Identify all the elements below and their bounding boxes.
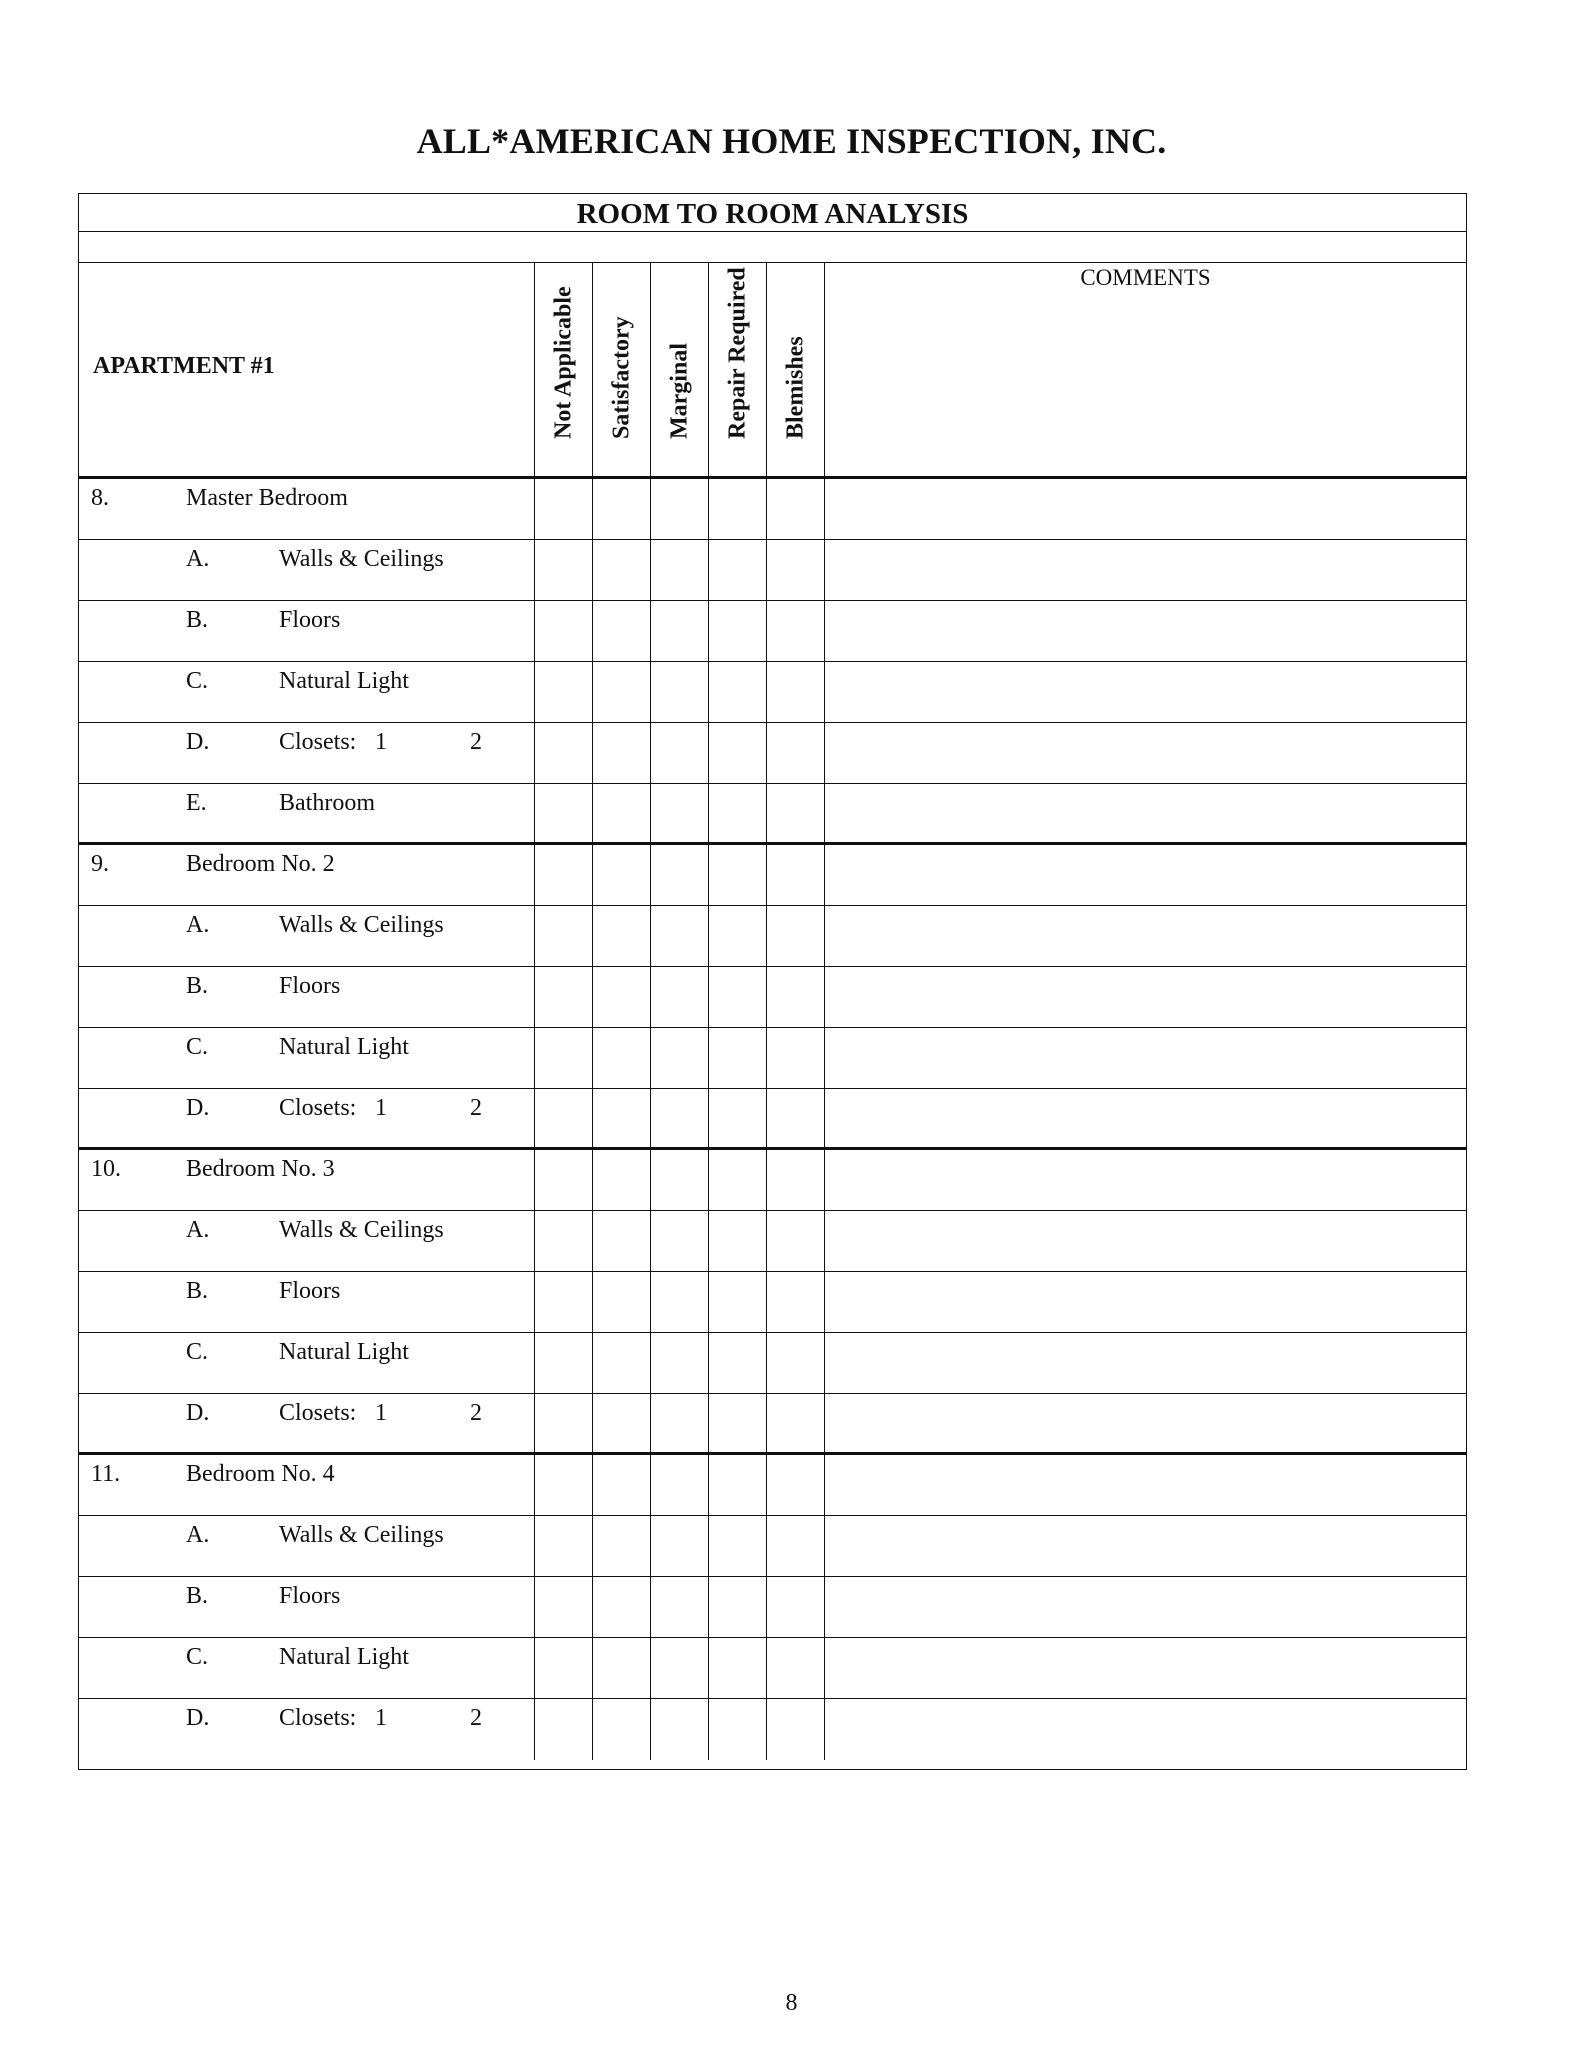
rating-cell[interactable] (534, 1028, 592, 1088)
rating-cell[interactable] (592, 479, 650, 539)
rating-cell[interactable] (708, 1089, 766, 1147)
comments-cell[interactable] (824, 1089, 1466, 1147)
column-header-label: Blemishes (782, 336, 808, 439)
column-header-2 (650, 263, 708, 476)
rating-cell[interactable] (650, 662, 708, 722)
rating-cell[interactable] (766, 1577, 824, 1637)
item-row (79, 1577, 1466, 1638)
item-row (79, 723, 1466, 784)
rating-cell[interactable] (766, 1699, 824, 1760)
rating-cell[interactable] (708, 1577, 766, 1637)
rating-cell[interactable] (708, 601, 766, 661)
item-label: Closets: (279, 1400, 357, 1426)
comments-cell[interactable] (824, 845, 1466, 905)
rating-cell[interactable] (766, 906, 824, 966)
rating-cell[interactable] (534, 784, 592, 842)
rating-cell[interactable] (650, 1333, 708, 1393)
rating-cell[interactable] (592, 1699, 650, 1760)
rating-cell[interactable] (650, 1699, 708, 1760)
rating-cell[interactable] (534, 1516, 592, 1576)
rating-cell[interactable] (592, 1211, 650, 1271)
item-letter: B. (186, 973, 209, 999)
comments-cell[interactable] (824, 1150, 1466, 1210)
item-row (79, 784, 1466, 845)
comments-cell[interactable] (824, 967, 1466, 1027)
item-letter: C. (186, 1034, 209, 1060)
section-name: Master Bedroom (186, 485, 348, 511)
rating-cell[interactable] (708, 784, 766, 842)
comments-cell[interactable] (824, 540, 1466, 600)
item-row (79, 1333, 1466, 1394)
comments-cell[interactable] (824, 1699, 1466, 1760)
rating-cell[interactable] (650, 967, 708, 1027)
rating-cell[interactable] (534, 906, 592, 966)
comments-cell[interactable] (824, 1211, 1466, 1271)
item-letter: A. (186, 1217, 210, 1243)
rating-cell[interactable] (766, 967, 824, 1027)
rating-cell[interactable] (766, 1333, 824, 1393)
item-label: Walls & Ceilings (279, 912, 444, 938)
rating-cell[interactable] (708, 967, 766, 1027)
item-label: Closets: (279, 1095, 357, 1121)
rating-cell[interactable] (650, 1455, 708, 1515)
rating-cell[interactable] (766, 1150, 824, 1210)
rating-cell[interactable] (708, 1455, 766, 1515)
comments-cell[interactable] (824, 784, 1466, 842)
closet-option-1: 1 (375, 1400, 387, 1426)
rating-cell[interactable] (766, 784, 824, 842)
apartment-label: APARTMENT #1 (93, 353, 275, 379)
section-row (79, 479, 1466, 540)
rating-cell[interactable] (650, 1516, 708, 1576)
rating-cell[interactable] (708, 1333, 766, 1393)
rating-cell[interactable] (592, 1272, 650, 1332)
rating-cell[interactable] (708, 479, 766, 539)
comments-cell[interactable] (824, 1394, 1466, 1452)
item-row (79, 1394, 1466, 1455)
section-number: 11. (91, 1461, 121, 1487)
comments-cell[interactable] (824, 1028, 1466, 1088)
item-label: Floors (279, 973, 341, 999)
rating-cell[interactable] (708, 1638, 766, 1698)
item-label: Closets: (279, 1705, 357, 1731)
rating-cell[interactable] (766, 479, 824, 539)
rating-cell[interactable] (766, 1028, 824, 1088)
item-label: Closets: (279, 729, 357, 755)
blank-row (79, 232, 1466, 263)
rating-cell[interactable] (708, 1516, 766, 1576)
item-label: Floors (279, 1583, 341, 1609)
closet-option-2: 2 (470, 729, 482, 755)
column-header-label: Repair Required (724, 267, 750, 439)
item-letter: D. (186, 1705, 210, 1731)
item-row (79, 967, 1466, 1028)
item-row (79, 1272, 1466, 1333)
rating-cell[interactable] (592, 1577, 650, 1637)
rating-cell[interactable] (708, 906, 766, 966)
item-label: Natural Light (279, 1644, 409, 1670)
item-letter: C. (186, 1644, 209, 1670)
rating-cell[interactable] (592, 1089, 650, 1147)
section-row (79, 845, 1466, 906)
column-header-4 (766, 263, 824, 476)
comments-cell[interactable] (824, 479, 1466, 539)
rating-cell[interactable] (650, 601, 708, 661)
item-letter: D. (186, 729, 210, 755)
rating-cell[interactable] (534, 1272, 592, 1332)
rating-cell[interactable] (650, 723, 708, 783)
section-name: Bedroom No. 4 (186, 1461, 335, 1487)
rating-cell[interactable] (592, 784, 650, 842)
rating-cell[interactable] (534, 1577, 592, 1637)
rating-cell[interactable] (766, 1394, 824, 1452)
comments-cell[interactable] (824, 1455, 1466, 1515)
rating-cell[interactable] (650, 1211, 708, 1271)
rating-cell[interactable] (708, 1150, 766, 1210)
section-row (79, 1150, 1466, 1211)
rating-cell[interactable] (534, 723, 592, 783)
item-letter: B. (186, 607, 209, 633)
rating-cell[interactable] (708, 1699, 766, 1760)
rating-cell[interactable] (592, 1394, 650, 1452)
item-row (79, 1638, 1466, 1699)
rating-cell[interactable] (708, 540, 766, 600)
table-banner: ROOM TO ROOM ANALYSIS (79, 194, 1466, 232)
comments-cell[interactable] (824, 1638, 1466, 1698)
table-header-row (79, 263, 1466, 479)
column-header-label: Satisfactory (608, 316, 634, 439)
rating-cell[interactable] (766, 1211, 824, 1271)
comments-cell[interactable] (824, 662, 1466, 722)
rating-cell[interactable] (650, 540, 708, 600)
item-row (79, 601, 1466, 662)
column-header-0 (534, 263, 592, 476)
item-label: Natural Light (279, 1034, 409, 1060)
rating-cell[interactable] (650, 1272, 708, 1332)
item-letter: C. (186, 1339, 209, 1365)
rating-cell[interactable] (650, 1638, 708, 1698)
item-label: Bathroom (279, 790, 375, 816)
item-letter: D. (186, 1095, 210, 1121)
rating-cell[interactable] (592, 540, 650, 600)
item-letter: A. (186, 546, 210, 572)
section-row (79, 1455, 1466, 1516)
rating-cell[interactable] (766, 1272, 824, 1332)
rating-cell[interactable] (766, 601, 824, 661)
rating-cell[interactable] (650, 845, 708, 905)
comments-header: COMMENTS (824, 263, 1466, 476)
rating-cell[interactable] (592, 1638, 650, 1698)
rating-cell[interactable] (534, 845, 592, 905)
rating-cell[interactable] (650, 479, 708, 539)
closet-option-1: 1 (375, 1095, 387, 1121)
item-row (79, 1211, 1466, 1272)
column-header-3 (708, 263, 766, 476)
rating-cell[interactable] (650, 1089, 708, 1147)
item-letter: B. (186, 1583, 209, 1609)
item-letter: A. (186, 1522, 210, 1548)
comments-cell[interactable] (824, 1577, 1466, 1637)
rating-cell[interactable] (592, 1516, 650, 1576)
rating-cell[interactable] (592, 1028, 650, 1088)
item-label: Natural Light (279, 1339, 409, 1365)
column-header-1 (592, 263, 650, 476)
rating-cell[interactable] (592, 1150, 650, 1210)
rating-cell[interactable] (592, 1333, 650, 1393)
rating-cell[interactable] (650, 784, 708, 842)
rating-cell[interactable] (592, 1455, 650, 1515)
rating-cell[interactable] (708, 1394, 766, 1452)
rating-cell[interactable] (650, 1028, 708, 1088)
rating-cell[interactable] (534, 1455, 592, 1515)
column-header-label: Not Applicable (550, 286, 576, 439)
rating-cell[interactable] (534, 1211, 592, 1271)
section-number: 10. (91, 1156, 121, 1182)
document-title: ALL*AMERICAN HOME INSPECTION, INC. (416, 121, 1167, 161)
item-label: Walls & Ceilings (279, 1522, 444, 1548)
rating-cell[interactable] (592, 845, 650, 905)
comments-cell[interactable] (824, 601, 1466, 661)
comments-cell[interactable] (824, 1272, 1466, 1332)
rating-cell[interactable] (766, 1516, 824, 1576)
rating-cell[interactable] (534, 967, 592, 1027)
item-label: Walls & Ceilings (279, 546, 444, 572)
rating-cell[interactable] (592, 662, 650, 722)
item-row (79, 1699, 1466, 1760)
item-row (79, 662, 1466, 723)
rating-cell[interactable] (708, 1211, 766, 1271)
rating-cell[interactable] (766, 1638, 824, 1698)
rating-cell[interactable] (534, 601, 592, 661)
comments-cell[interactable] (824, 1516, 1466, 1576)
comments-cell[interactable] (824, 723, 1466, 783)
rating-cell[interactable] (534, 479, 592, 539)
rating-cell[interactable] (534, 1089, 592, 1147)
rating-cell[interactable] (592, 723, 650, 783)
rating-cell[interactable] (708, 1272, 766, 1332)
item-letter: B. (186, 1278, 209, 1304)
rating-cell[interactable] (708, 845, 766, 905)
item-label: Natural Light (279, 668, 409, 694)
item-row (79, 1089, 1466, 1150)
rating-cell[interactable] (534, 1638, 592, 1698)
rating-cell[interactable] (534, 1394, 592, 1452)
rating-cell[interactable] (534, 662, 592, 722)
item-row (79, 1516, 1466, 1577)
rating-cell[interactable] (708, 662, 766, 722)
rating-cell[interactable] (708, 723, 766, 783)
rating-cell[interactable] (650, 1394, 708, 1452)
rating-cell[interactable] (534, 1699, 592, 1760)
rating-cell[interactable] (766, 540, 824, 600)
closet-option-1: 1 (375, 729, 387, 755)
item-row (79, 906, 1466, 967)
item-label: Floors (279, 1278, 341, 1304)
rating-cell[interactable] (708, 1028, 766, 1088)
item-letter: C. (186, 668, 209, 694)
comments-cell[interactable] (824, 1333, 1466, 1393)
rating-cell[interactable] (650, 906, 708, 966)
rating-cell[interactable] (534, 540, 592, 600)
item-letter: D. (186, 1400, 210, 1426)
page-number: 8 (785, 1990, 798, 2016)
rating-cell[interactable] (534, 1150, 592, 1210)
closet-option-1: 1 (375, 1705, 387, 1731)
rating-cell[interactable] (650, 1577, 708, 1637)
rating-cell[interactable] (650, 1150, 708, 1210)
item-letter: E. (186, 790, 207, 816)
comments-cell[interactable] (824, 906, 1466, 966)
closet-option-2: 2 (470, 1705, 482, 1731)
rating-cell[interactable] (766, 662, 824, 722)
closet-option-2: 2 (470, 1400, 482, 1426)
item-label: Walls & Ceilings (279, 1217, 444, 1243)
section-number: 9. (91, 851, 109, 877)
rating-cell[interactable] (766, 1455, 824, 1515)
rating-cell[interactable] (592, 601, 650, 661)
closet-option-2: 2 (470, 1095, 482, 1121)
section-name: Bedroom No. 3 (186, 1156, 335, 1182)
item-row (79, 540, 1466, 601)
rating-cell[interactable] (592, 967, 650, 1027)
rating-cell[interactable] (766, 723, 824, 783)
rating-cell[interactable] (766, 845, 824, 905)
rating-cell[interactable] (534, 1333, 592, 1393)
item-letter: A. (186, 912, 210, 938)
rating-cell[interactable] (766, 1089, 824, 1147)
item-row (79, 1028, 1466, 1089)
column-header-label: Marginal (666, 343, 692, 439)
item-label: Floors (279, 607, 341, 633)
section-number: 8. (91, 485, 109, 511)
section-name: Bedroom No. 2 (186, 851, 335, 877)
room-analysis-table (78, 193, 1467, 1770)
rating-cell[interactable] (592, 906, 650, 966)
